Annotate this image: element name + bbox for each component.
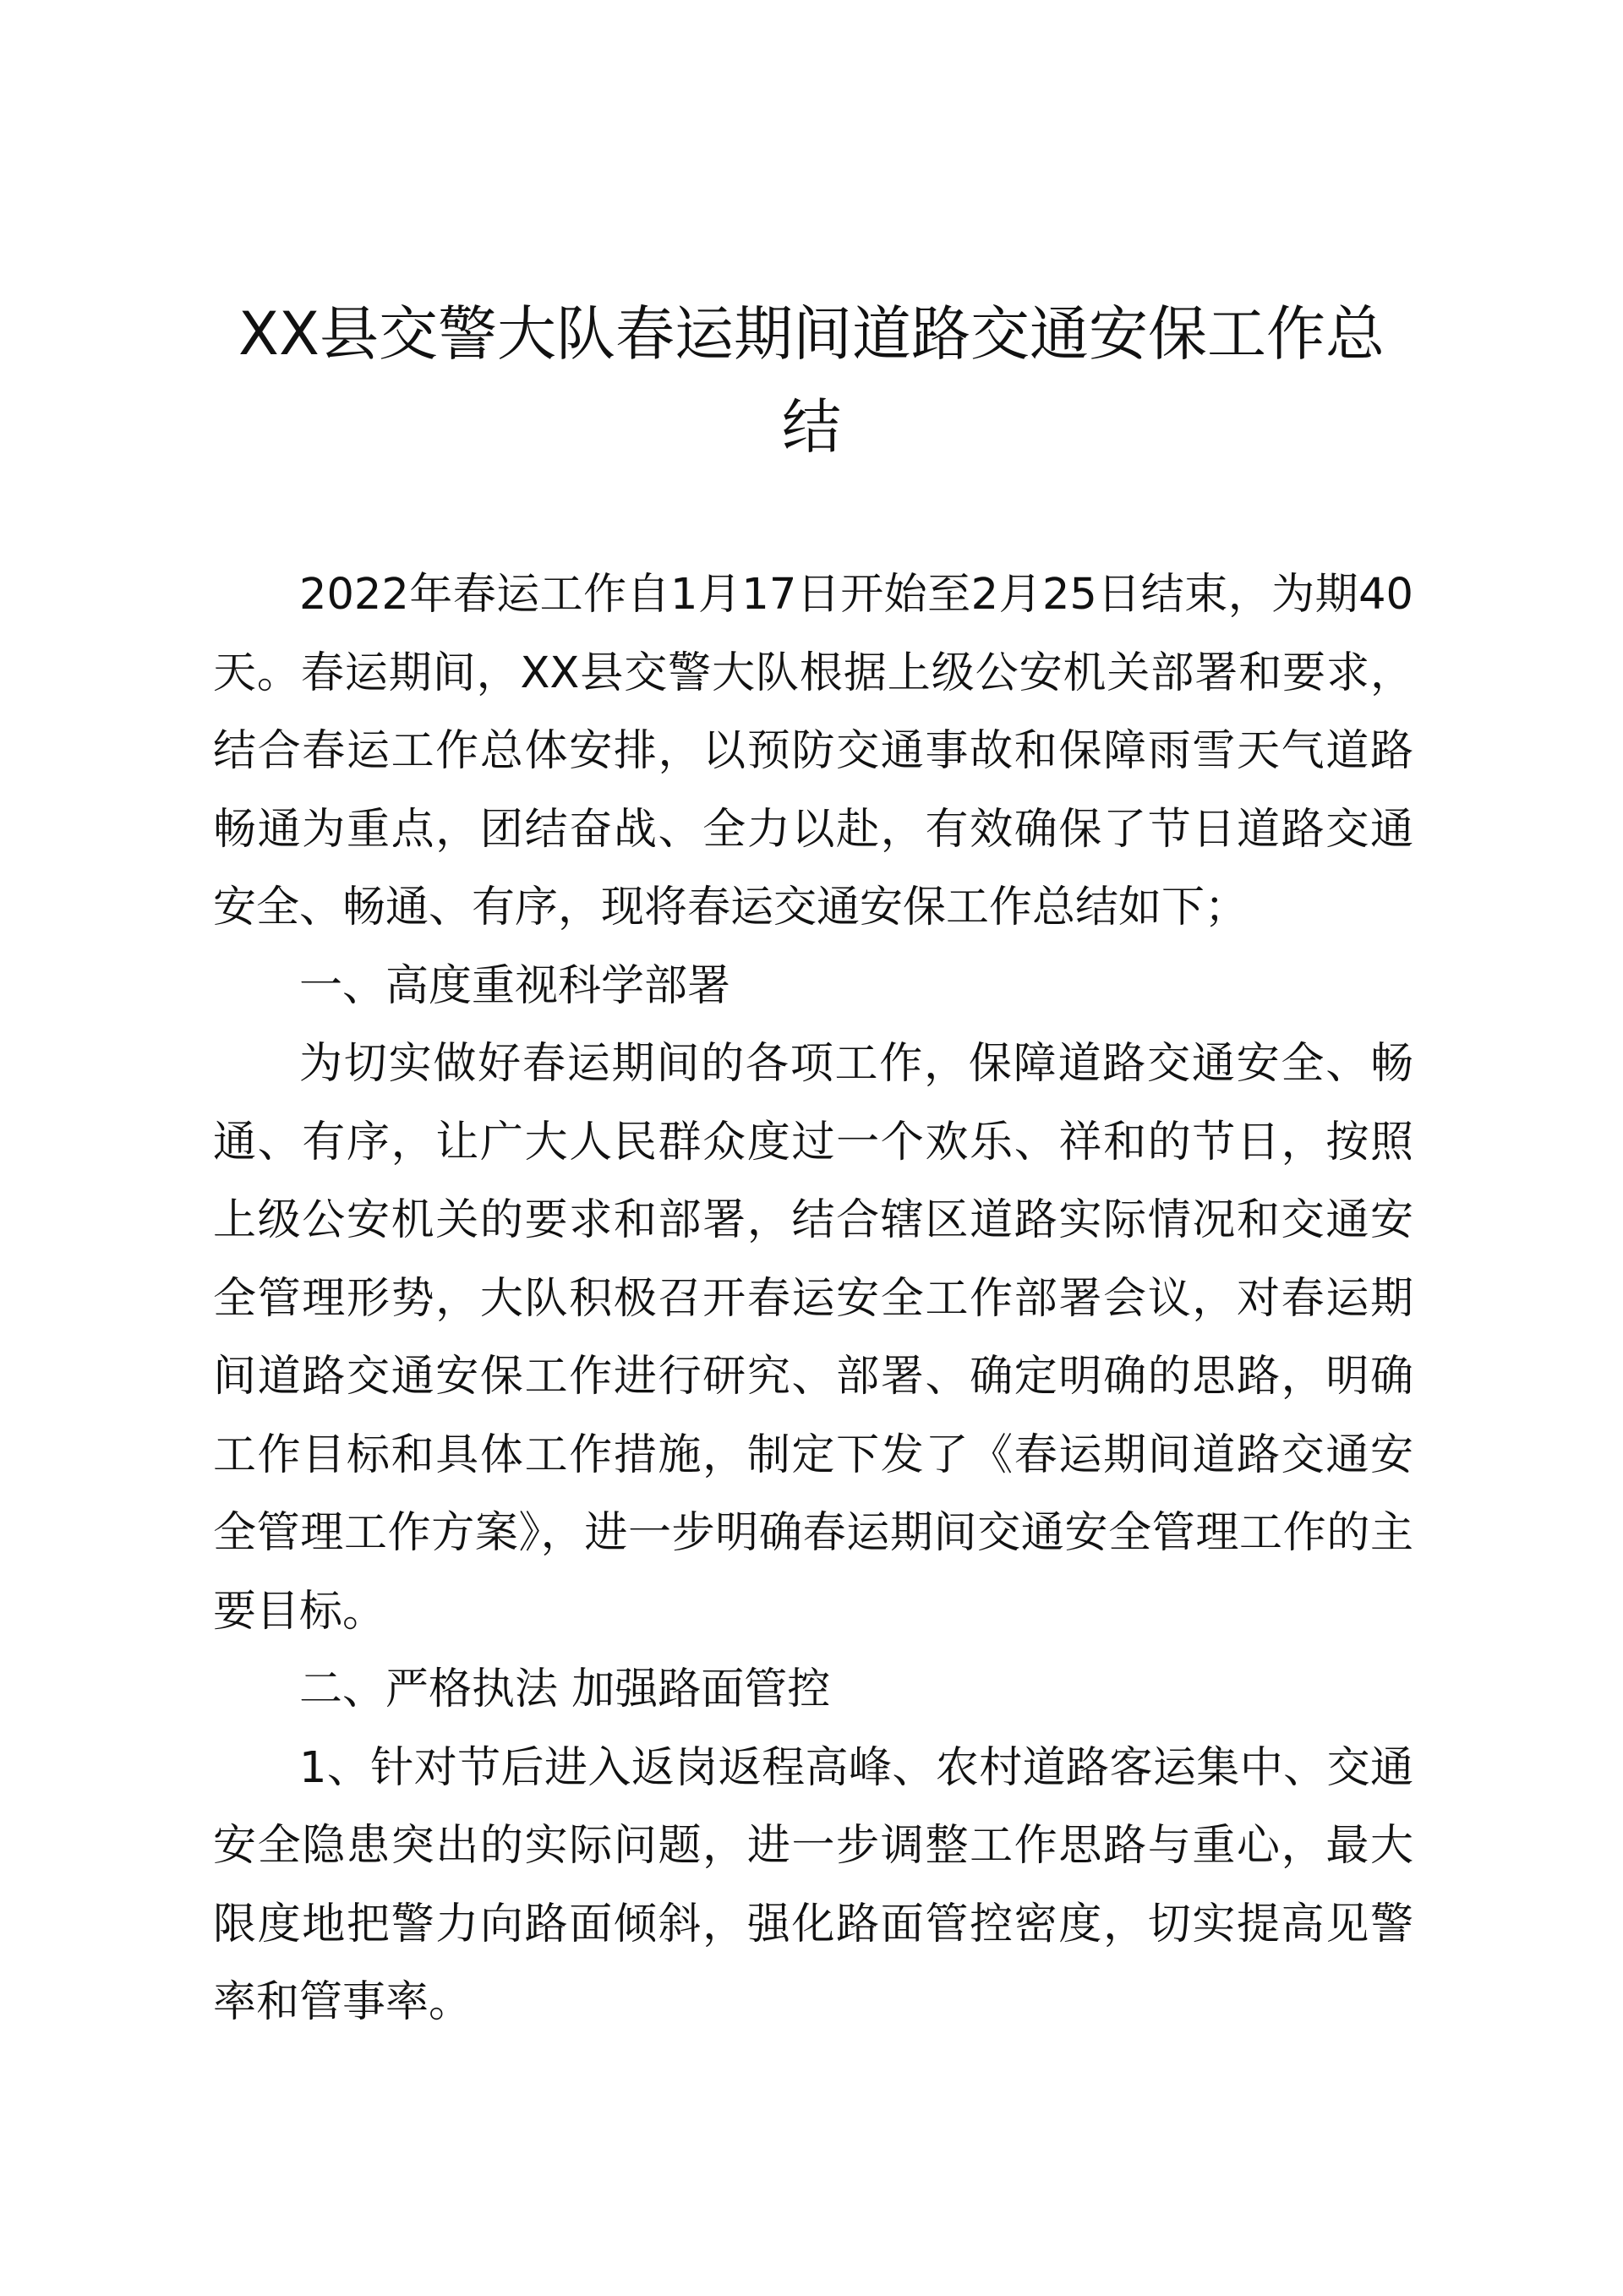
document-title: XX县交警大队春运期间道路交通安保工作总结 <box>238 299 1385 462</box>
paragraph-section-1: 为切实做好春运期间的各项工作，保障道路交通安全、畅通、有序，让广大人民群众度过一个欢乐、祥和的节日，按照上级公安机关的要求和部署，结合辖区道路实际情况和交通安全管理形势，大队积极召开春运安全工作部署会议，对春运期间道路交通安保工作进行研究、部署、确定明确的思路，明确工作目标和具体工作措施，制定下发了《春运期间道路交通安全管理工作方案》，进一步明确春运期间交通安全管理工作的主要目标。 <box>213 1039 1413 1637</box>
document-body <box>213 556 1413 2042</box>
paragraph-section-2-item-1: 1、针对节后进入返岗返程高峰、农村道路客运集中、交通安全隐患突出的实际问题，进一步调整工作思路与重心，最大限度地把警力向路面倾斜，强化路面管控密度，切实提高见警率和管事率。 <box>213 1742 1413 2027</box>
section-heading-1: 一、高度重视科学部署 <box>299 960 731 1011</box>
section-heading-2: 二、严格执法 加强路面管控 <box>299 1665 831 1714</box>
paragraph-intro: 2022年春运工作自1月17日开始至2月25日结束，为期40天。春运期间，XX县交警大队根据上级公安机关部署和要求，结合春运工作总体安排，以预防交通事故和保障雨雪天气道路畅通为重点，团结奋战、全力以赴，有效确保了节日道路交通安全、畅通、有序，现将春运交通安保工作总结如下； <box>213 570 1413 932</box>
